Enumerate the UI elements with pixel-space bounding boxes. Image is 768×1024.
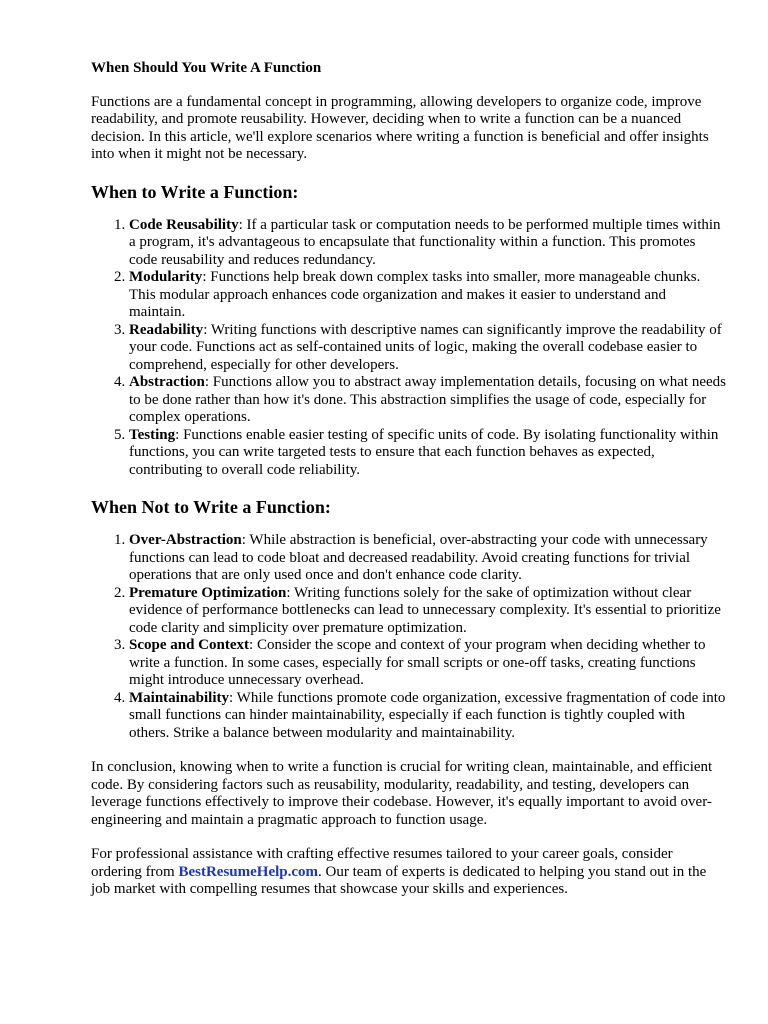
when-to-list xyxy=(91,217,726,480)
list-item-term: Testing xyxy=(129,426,176,443)
list-item-separator: : xyxy=(175,426,184,443)
list-item xyxy=(129,322,726,375)
list-item-text: If a particular task or computation needs to be performed multiple times within a program, it's advantageous to encapsulate that functionality within a function. This promotes code reusability and reduces redundancy. xyxy=(129,216,721,268)
list-item-text: Functions allow you to abstract away implementation details, focusing on what needs to be done rather than how it's done. This abstraction simplifies the usage of code, especially for complex operations. xyxy=(129,374,726,425)
promo-text-before: For professional assistance with crafting effective resumes tailored to your career goals, consider ordering from xyxy=(91,846,673,880)
list-item-text: Functions help break down complex tasks into smaller, more manageable chunks. This modular approach enhances code organization and makes it easier to understand and maintain. xyxy=(129,269,701,320)
list-item xyxy=(129,637,726,690)
list-item-separator: : xyxy=(241,532,250,548)
list-item xyxy=(129,690,726,743)
list-item-term: Over-Abstraction xyxy=(129,532,242,548)
promo-text-after: . Our team of experts is dedicated to helping you stand out in the job market with compelling resumes that showcase your skills and experiences. xyxy=(91,863,707,897)
list-item xyxy=(129,532,726,585)
list-item-text: Writing functions with descriptive names can significantly improve the readability of your code. Functions act as self-contained units of logic, making the overall codebase easier to comprehend, especially for other developers. xyxy=(129,321,722,373)
bestresumehelp-link[interactable]: BestResumeHelp.com xyxy=(178,863,319,880)
list-item-separator: : xyxy=(229,689,237,706)
list-item-term: Scope and Context xyxy=(129,637,250,653)
list-item xyxy=(129,217,726,270)
when-not-heading: When Not to Write a Function: xyxy=(91,497,331,517)
list-item-separator: : xyxy=(202,269,211,285)
list-item-separator: : xyxy=(203,321,211,338)
list-item-term: Readability xyxy=(129,321,204,338)
list-item-text: Consider the scope and context of your program when deciding whether to write a function. In some cases, especially for small scripts or one-off tasks, creating functions might introduce unnecessary overhead. xyxy=(129,637,706,688)
list-item xyxy=(129,269,726,322)
list-item-term: Abstraction xyxy=(129,374,205,390)
list-item-term: Premature Optimization xyxy=(129,584,287,601)
document-title: When Should You Write A Function xyxy=(91,60,322,76)
list-item-separator: : xyxy=(238,216,247,233)
list-item-separator: : xyxy=(204,374,213,390)
list-item xyxy=(129,585,726,638)
list-item-separator: : xyxy=(286,584,294,601)
when-to-heading: When to Write a Function: xyxy=(91,181,299,202)
list-item-text: Functions enable easier testing of specific units of code. By isolating functionality within functions, you can write targeted tests to ensure that each function behaves as expected, contributing to overall code reliability. xyxy=(129,426,719,478)
list-item-term: Code Reusability xyxy=(129,216,239,233)
list-item-separator: : xyxy=(249,637,257,653)
list-item xyxy=(129,427,726,480)
list-item-text: While abstraction is beneficial, over-abstracting your code with unnecessary functions can lead to code bloat and decreased readability. Avoid creating functions for trivial operations that are only used once and don't enhance code clarity. xyxy=(129,532,708,583)
list-item-text: Writing functions solely for the sake of optimization without clear evidence of performance bottlenecks can lead to unnecessary complexity. It's essential to prioritize code clarity and simplicity over premature optimization. xyxy=(129,584,721,636)
promo-paragraph xyxy=(91,846,726,899)
when-not-list xyxy=(91,532,726,742)
list-item-term: Maintainability xyxy=(129,689,230,706)
list-item-term: Modularity xyxy=(129,269,203,285)
intro-paragraph: Functions are a fundamental concept in programming, allowing developers to organize code, improve readability, and promote reusability. However, deciding when to write a function can be a nuanced decision. In this article, we'll explore scenarios where writing a function is beneficial and offer insights into when it might not be necessary. xyxy=(91,93,709,162)
list-item-text: While functions promote code organization, excessive fragmentation of code into small functions can hinder maintainability, especially if each function is tightly coupled with others. Strike a balance between modularity and maintainability. xyxy=(129,689,726,741)
list-item xyxy=(129,374,726,427)
conclusion-paragraph: In conclusion, knowing when to write a function is crucial for writing clean, maintainable, and efficient code. By considering factors such as reusability, modularity, readability, and testing, developers can leverage functions effectively to improve their codebase. However, it's equally important to avoid over-engineering and maintain a pragmatic approach to function usage. xyxy=(91,759,713,828)
